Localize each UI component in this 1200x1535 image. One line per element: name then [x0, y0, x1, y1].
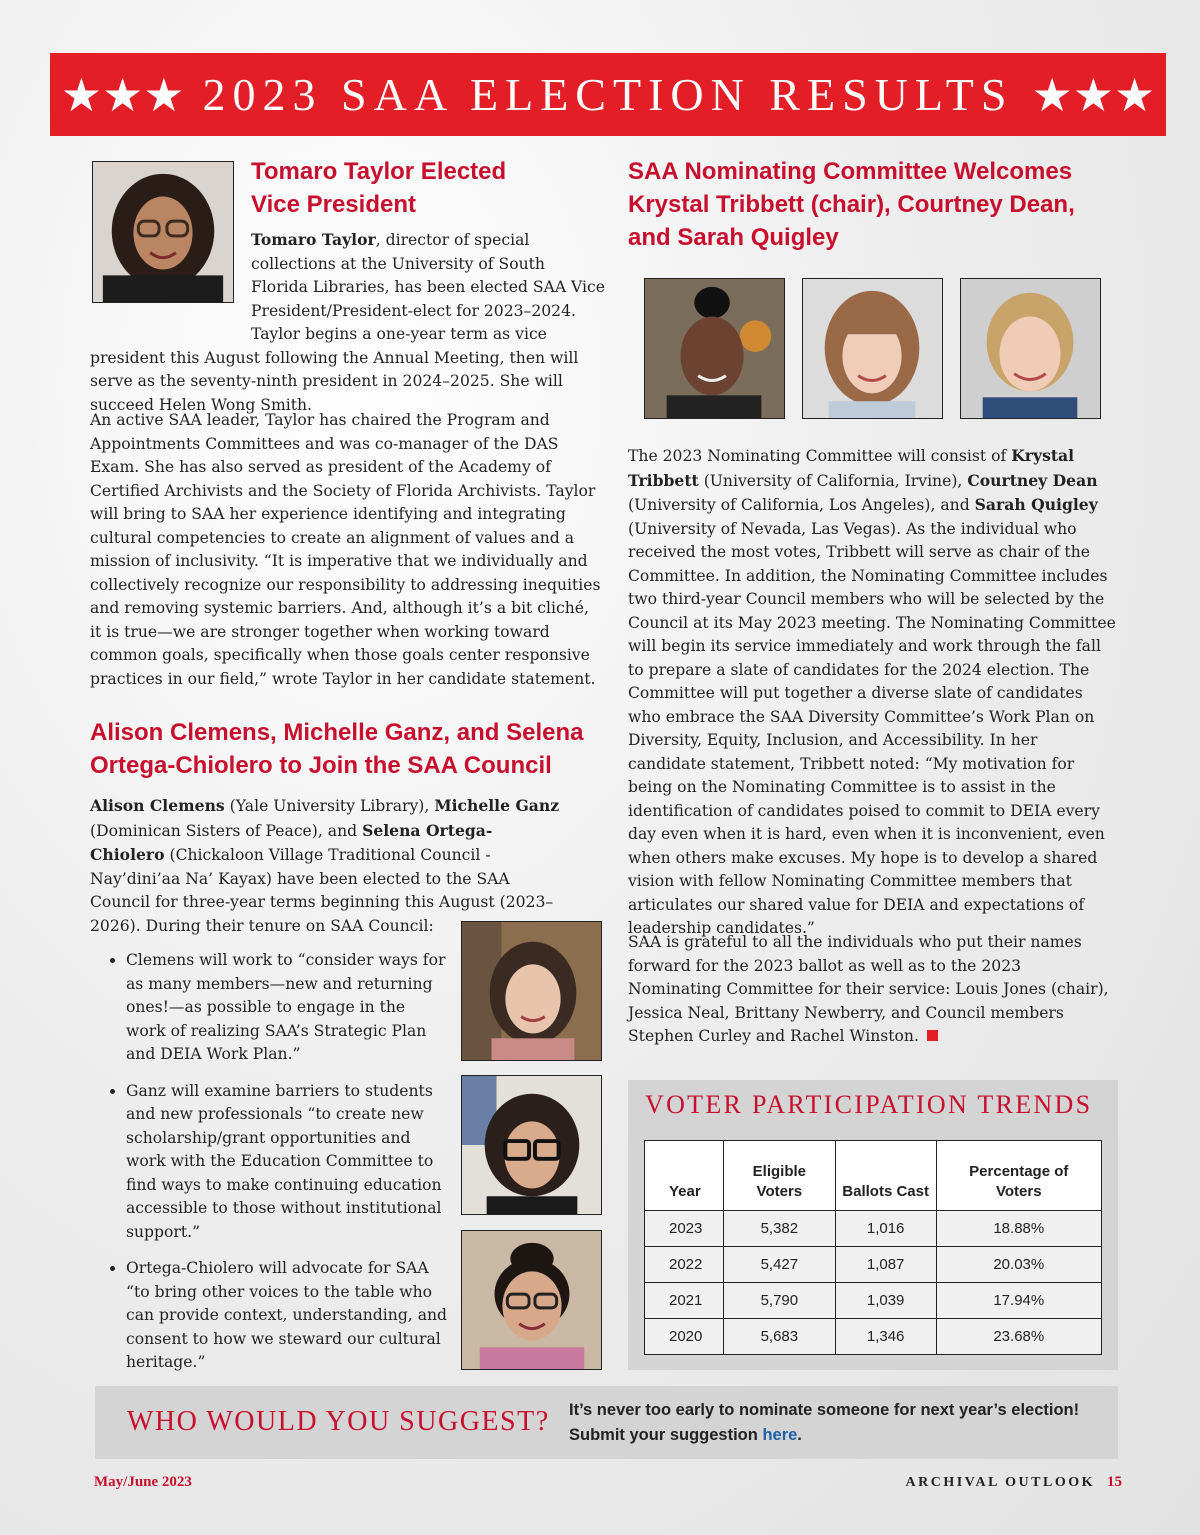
nominating-para2: SAA is grateful to all the individuals who put their names forward for the 2023 ballot as well as to the 2023 Nominating Committee for their service: Louis Jones (chair), Jessica Neal, Brittany Newberry, and Council members Stephen Curley and Rachel Winston.: [628, 933, 1109, 1045]
taylor-para2: An active SAA leader, Taylor has chaired the Program and Appointments Committees and was co-manager of the DAS Exam. She has also served as president of the Academy of Certified Archivists and the Society of Florida Archivists. Taylor will bring to SAA her experience identifying and integrating cultural competencies to create an alignment of values and a mission of inclusivity. “It is imperative that we individually and collectively recognize our responsibility to addressing inequities and removing systemic barriers. And, although it’s a bit cliché, it is true—we are stronger together when working toward common goals, specifically when those goals center responsive practices in our field,” wrote Taylor in her candidate statement.: [90, 411, 601, 688]
suggestion-text: It’s never too early to nominate someone for next year’s election! Submit your suggestion here.: [569, 1401, 1080, 1444]
column-header: Percentage of Voters: [936, 1141, 1101, 1211]
selena-ortega-chiolero-photo: [461, 1230, 602, 1370]
voter-trends-title: VOTER PARTICIPATION TRENDS: [645, 1090, 1093, 1119]
table-header-row: [645, 1141, 1102, 1211]
taylor-intro: Tomaro Taylor, director of special collections at the University of South Florida Libraries, has been elected SAA Vice President/President-elect for 2023–2024. Taylor begins a one-year term as vice president this August following the Annual Meeting, then will serve as the seventy-ninth president in 2024–2025. She will succeed Helen Wong Smith.: [90, 230, 605, 414]
courtney-dean-photo: [802, 278, 943, 419]
taylor-heading: Tomaro Taylor Elected Vice President: [251, 158, 507, 218]
banner-title: 2023 SAA ELECTION RESULTS: [202, 69, 1014, 120]
suggestion-bar: [95, 1386, 1118, 1459]
voter-trends-box: [628, 1080, 1118, 1370]
list-item: • Ortega-Chiolero will advocate for SAA “to bring other voices to the table who can provide context, understanding, and consent to how we steward our cultural heritage.”: [126, 1257, 448, 1375]
list-item: • Clemens will work to “consider ways for as many members—new and returning ones!—as possible to engage in the work of realizing SAA’s Strategic Plan and DEIA Work Plan.”: [126, 949, 448, 1067]
council-goals-list: [90, 949, 448, 1388]
sarah-quigley-photo: [960, 278, 1101, 419]
publication-name: ARCHIVAL OUTLOOK: [905, 1475, 1095, 1490]
stars-left-icon: ★★★: [60, 69, 185, 121]
council-intro: Alison Clemens (Yale University Library), Michelle Ganz (Dominican Sisters of Peace), and Selena Ortega-Chiolero (Chickaloon Village Traditional Council - Nay’dini’aa Na’ Kayax) have been elected to the SAA Council for three-year terms beginning this August (2023–2026). During their tenure on SAA Council:: [90, 796, 560, 935]
voter-trends-table: [644, 1140, 1102, 1355]
column-header: Eligible Voters: [723, 1141, 835, 1211]
publication-footer: [906, 1474, 1123, 1491]
taylor-name: Tomaro Taylor: [251, 230, 376, 249]
column-header: Ballots Cast: [835, 1141, 936, 1211]
nominating-heading: SAA Nominating Committee Welcomes Krystal Tribbett (chair), Courtney Dean, and Sarah Quigley: [628, 158, 1075, 251]
list-item: • Ganz will examine barriers to students and new professionals “to create new scholarship/grant opportunities and work with the Education Committee to find ways to make continuing education accessible to those without institutional support.”: [126, 1080, 448, 1245]
column-header: Year: [645, 1141, 724, 1211]
submit-suggestion-link[interactable]: here: [762, 1426, 798, 1444]
end-mark-icon: [927, 1030, 938, 1041]
michelle-ganz-photo: [461, 1075, 602, 1215]
table-row: 2023 5,382 1,016 18.88%: [645, 1211, 1102, 1247]
table-row: 2021 5,790 1,039 17.94%: [645, 1283, 1102, 1319]
table-row: 2020 5,683 1,346 23.68%: [645, 1319, 1102, 1355]
krystal-tribbett-photo: [644, 278, 785, 419]
alison-clemens-photo: [461, 921, 602, 1061]
nominating-para1: The 2023 Nominating Committee will consist of Krystal Tribbett (University of California, Irvine), Courtney Dean (University of California, Los Angeles), and Sarah Quigley (University of Nevada, Las Vegas). As the individual who received the most votes, Tribbett will serve as chair of the Committee. In addition, the Nominating Committee includes two third-year Council members who will be selected by the Council at its May 2023 meeting. The Nominating Committee will begin its service immediately and work through the fall to prepare a slate of candidates for the 2024 election. The Committee will put together a diverse slate of candidates who embrace the SAA Diversity Committee’s Work Plan on Diversity, Equity, Inclusion, and Accessibility. In her candidate statement, Tribbett noted: “My motivation for being on the Nominating Committee is to assist in the identification of candidates poised to commit to DEIA every day even when it is hard, even when it is inconvenient, even when others make excuses. My hope is to develop a shared vision with fellow Nominating Committee members that articulates our shared value for DEIA and expectations of leadership candidates.”: [628, 446, 1116, 937]
stars-right-icon: ★★★: [1031, 69, 1156, 121]
page-number: 15: [1107, 1474, 1122, 1490]
page-banner: [50, 53, 1166, 136]
suggestion-heading: WHO WOULD YOU SUGGEST?: [127, 1406, 550, 1437]
issue-date: May/June 2023: [94, 1474, 192, 1490]
council-heading: Alison Clemens, Michelle Ganz, and Selena Ortega-Chiolero to Join the SAA Council: [90, 719, 584, 779]
table-row: 2022 5,427 1,087 20.03%: [645, 1247, 1102, 1283]
